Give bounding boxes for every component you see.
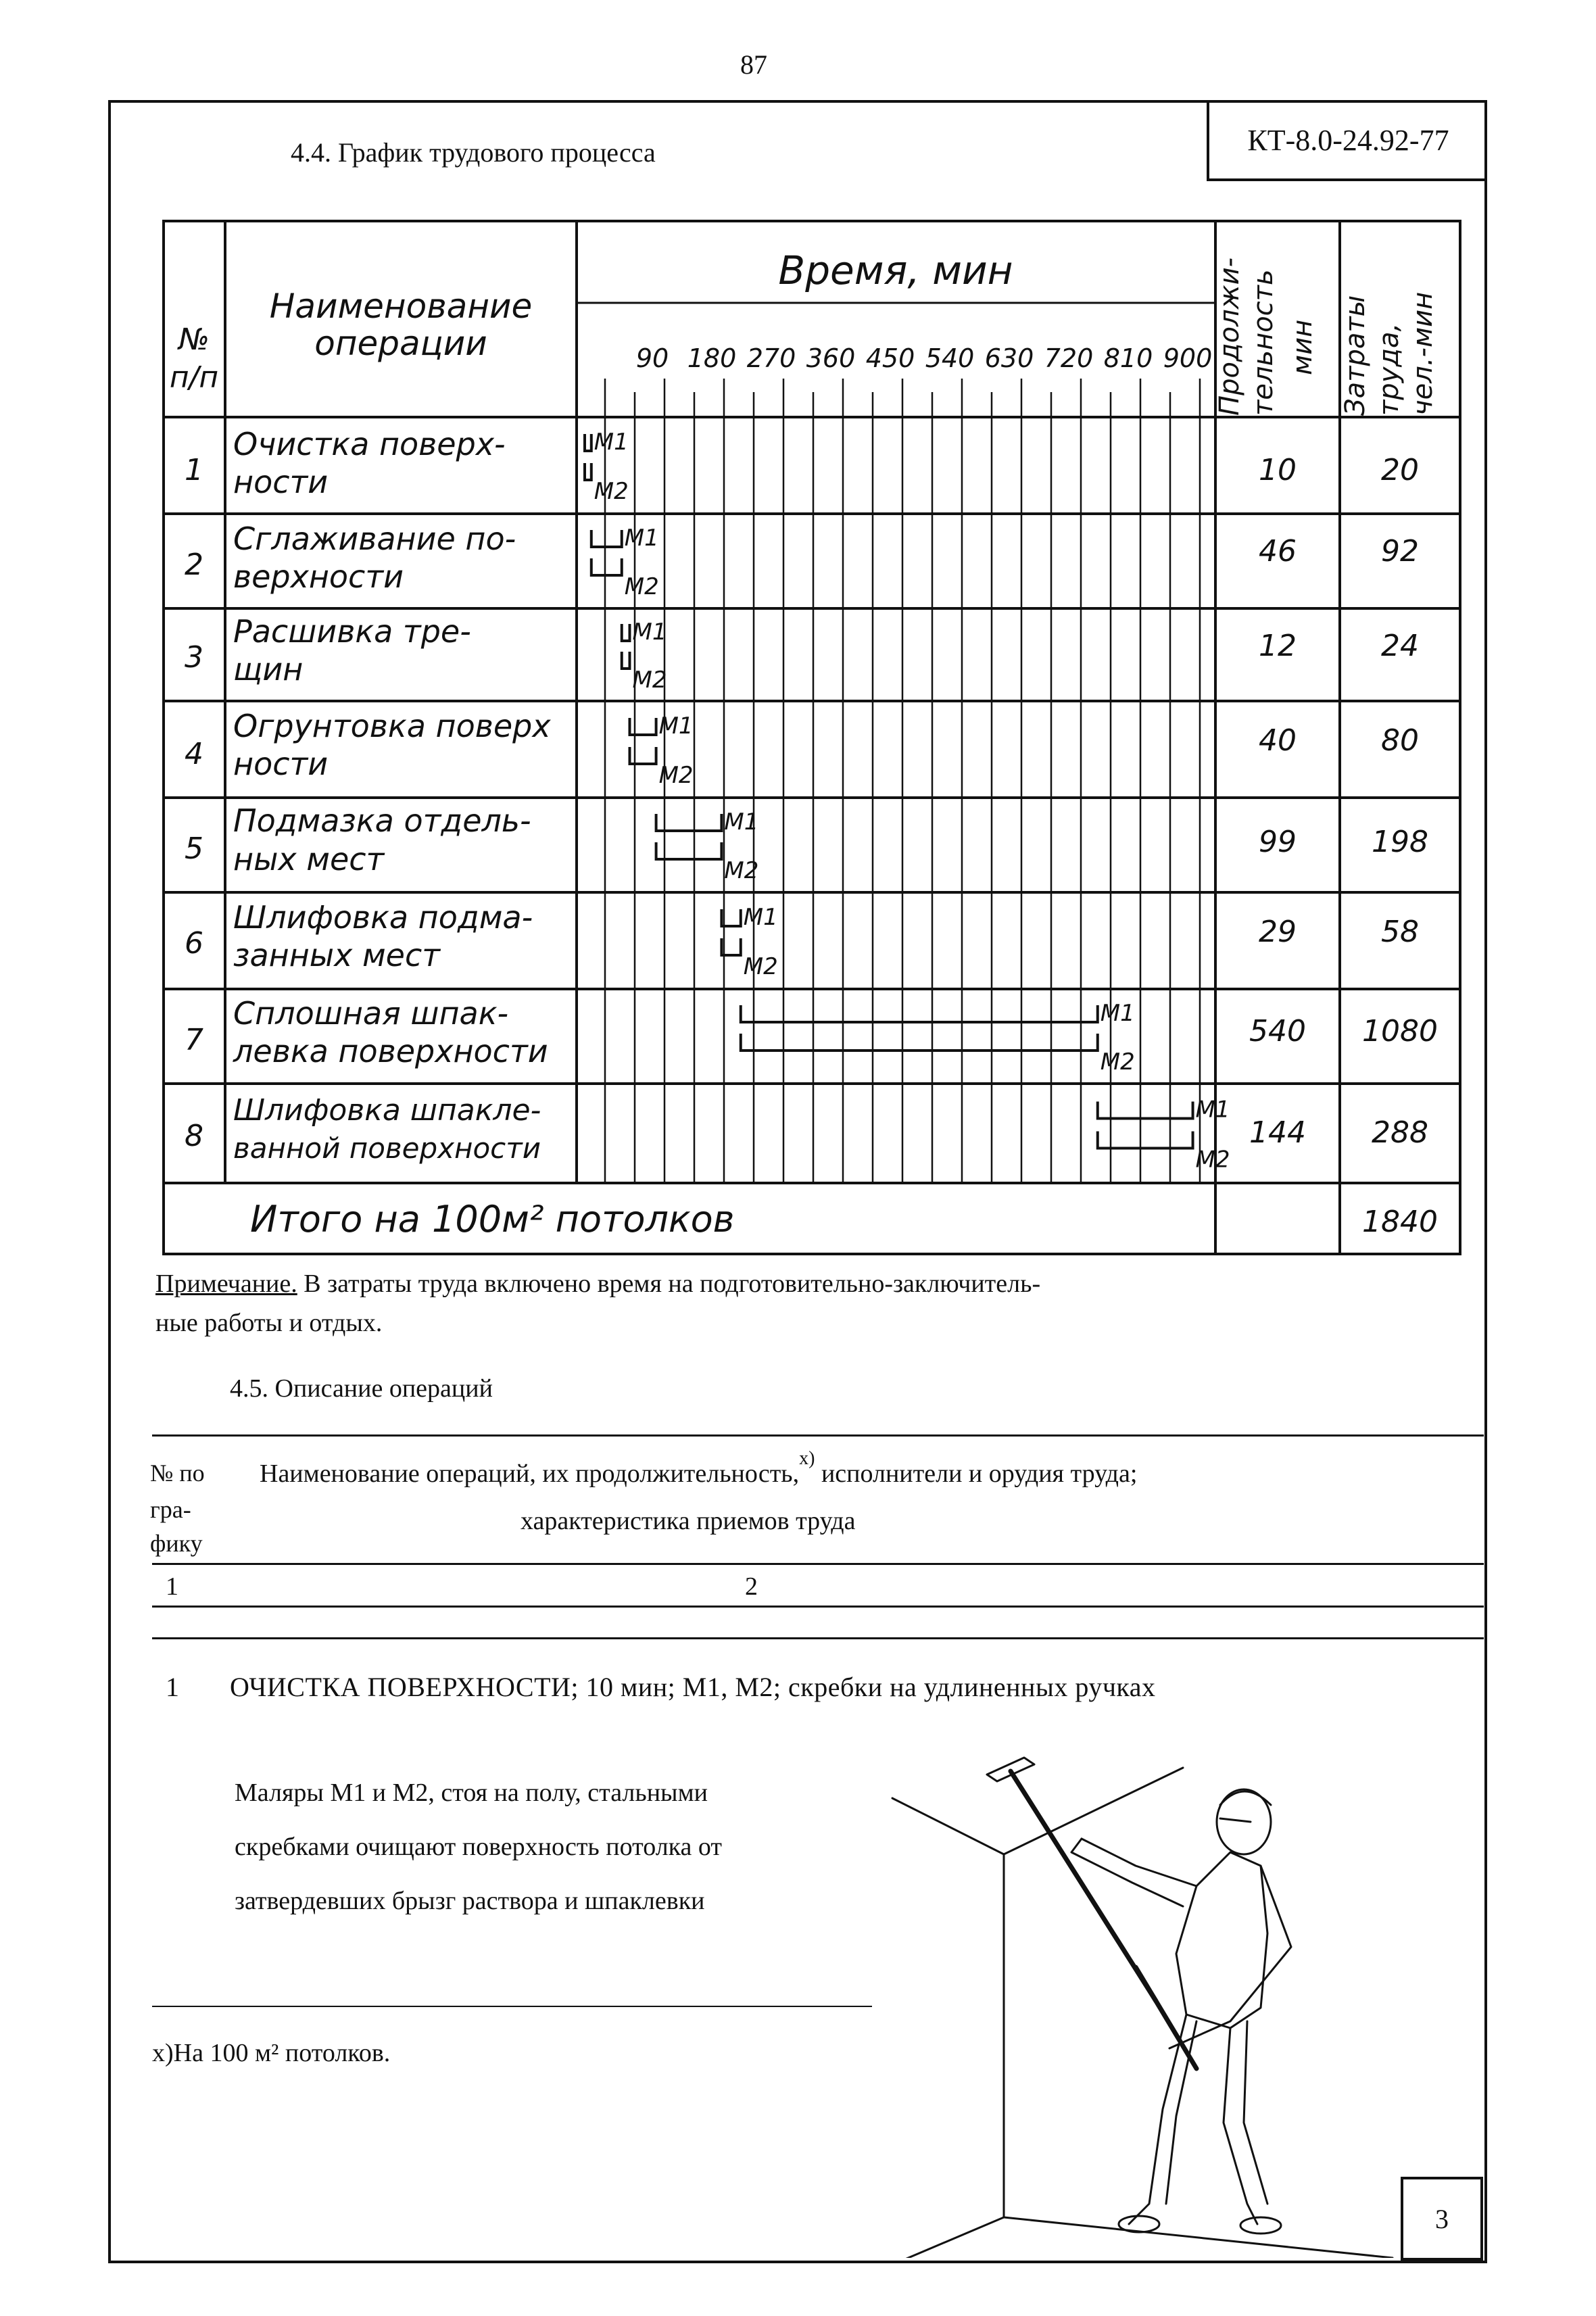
time-tick-label: 360 bbox=[806, 343, 856, 373]
row-name: Огрунтовка поверх bbox=[233, 708, 551, 744]
row-num: 8 bbox=[185, 1119, 203, 1153]
worker-label: М2 bbox=[658, 761, 694, 789]
description-line: скребками очищают поверхность потолка от bbox=[235, 1833, 723, 1861]
row-duration: 144 bbox=[1249, 1115, 1306, 1150]
gantt-bars bbox=[585, 429, 1230, 1174]
gantt-bar bbox=[1098, 1101, 1193, 1118]
worker-label: М1 bbox=[724, 809, 759, 836]
row-duration: 540 bbox=[1249, 1014, 1306, 1048]
row-num: 2 bbox=[185, 548, 203, 582]
row-duration: 29 bbox=[1259, 915, 1297, 949]
row-labor: 24 bbox=[1381, 629, 1419, 663]
document-code: КТ-8.0-24.92-77 bbox=[1207, 101, 1487, 181]
desc-col2-text: Наименование операций, их продолжительность, bbox=[260, 1459, 800, 1488]
row-labor: 92 bbox=[1381, 534, 1419, 569]
total-value: 1840 bbox=[1362, 1205, 1438, 1239]
header-duration-line1: Продолжи- bbox=[1214, 257, 1245, 416]
footnote-divider bbox=[152, 2006, 872, 2007]
row-labor: 1080 bbox=[1362, 1014, 1438, 1048]
note-text-line1: В затраты труда включено время на подготовительно-заключитель- bbox=[297, 1270, 1041, 1298]
divider bbox=[152, 1563, 1484, 1565]
divider bbox=[152, 1434, 1484, 1437]
row-name: ных мест bbox=[233, 841, 385, 877]
gantt-bar bbox=[656, 842, 722, 859]
page-box-number: 3 bbox=[1401, 2177, 1483, 2261]
table-row bbox=[185, 426, 1419, 500]
row-name: Подмазка отдель- bbox=[233, 802, 531, 839]
gantt-bar bbox=[622, 652, 630, 669]
time-tick-label: 810 bbox=[1103, 343, 1153, 373]
worker-illustration bbox=[879, 1731, 1420, 2258]
time-tick-label: 270 bbox=[746, 343, 796, 373]
row-name: ванной поверхности bbox=[233, 1132, 541, 1165]
row-labor: 58 bbox=[1381, 915, 1419, 949]
gantt-bar bbox=[629, 718, 656, 735]
row-duration: 12 bbox=[1259, 629, 1297, 663]
row-duration: 40 bbox=[1259, 723, 1297, 758]
worker-label: М2 bbox=[624, 573, 659, 600]
time-tick-label: 180 bbox=[687, 343, 737, 373]
worker-label: М1 bbox=[594, 429, 629, 456]
operation-description bbox=[235, 1766, 884, 1928]
header-labor-line1: Затраты bbox=[1340, 295, 1371, 416]
table-row bbox=[185, 802, 1428, 877]
time-tick-label: 720 bbox=[1044, 343, 1094, 373]
row-name: щин bbox=[233, 651, 304, 687]
gantt-bar bbox=[741, 1034, 1098, 1051]
worker-label: М2 bbox=[1195, 1146, 1230, 1174]
worker-label: М1 bbox=[624, 525, 659, 552]
desc-col2-text-b: исполнители и орудия труда; bbox=[815, 1459, 1138, 1488]
desc-col2-line1 bbox=[260, 1448, 1138, 1489]
note-label: Примечание. bbox=[155, 1270, 297, 1298]
worker-label: М1 bbox=[1100, 1000, 1135, 1027]
footnote-mark: х) bbox=[799, 1448, 815, 1469]
worker-label: М1 bbox=[632, 618, 667, 646]
table-row bbox=[185, 1093, 1428, 1165]
header-name-line2: операции bbox=[314, 324, 487, 363]
note-text-line2: ные работы и отдых. bbox=[155, 1309, 383, 1337]
row-labor: 288 bbox=[1372, 1115, 1428, 1150]
row-labor: 20 bbox=[1381, 453, 1419, 487]
header-duration-line2: тельность bbox=[1248, 269, 1279, 416]
table-row bbox=[185, 521, 1419, 595]
desc-col1-line1: № по bbox=[150, 1459, 205, 1487]
desc-col1-line3: фику bbox=[150, 1530, 203, 1557]
desc-col2-line2: характеристика приемов труда bbox=[521, 1507, 856, 1535]
row-name: занных мест bbox=[233, 937, 441, 973]
gantt-bar bbox=[741, 1005, 1098, 1022]
worker-label: М1 bbox=[743, 904, 778, 932]
row-num: 1 bbox=[185, 453, 203, 487]
description-line: затвердевших брызг раствора и шпаклевки bbox=[235, 1887, 705, 1915]
desc-col-number-2: 2 bbox=[745, 1572, 758, 1601]
row-num: 4 bbox=[185, 737, 203, 771]
time-tick-label: 900 bbox=[1163, 343, 1213, 373]
row-name: ности bbox=[233, 464, 329, 500]
worker-label: М2 bbox=[724, 857, 759, 884]
operation-title: ОЧИСТКА ПОВЕРХНОСТИ; 10 мин; М1, М2; скребки на удлиненных ручках bbox=[230, 1672, 1156, 1702]
time-tick-label: 450 bbox=[865, 343, 915, 373]
worker-label: М1 bbox=[658, 713, 694, 740]
header-labor-line3: чел.-мин bbox=[1407, 291, 1438, 416]
desc-col1-line2: гра- bbox=[150, 1496, 191, 1523]
row-duration: 10 bbox=[1259, 453, 1297, 487]
table-row bbox=[185, 613, 1419, 687]
row-labor: 198 bbox=[1372, 825, 1428, 859]
time-tick-label: 540 bbox=[925, 343, 975, 373]
divider bbox=[152, 1637, 1484, 1639]
worker-label: М1 bbox=[1195, 1096, 1230, 1124]
section-title-4-5: 4.5. Описание операций bbox=[230, 1374, 493, 1403]
row-num: 3 bbox=[185, 640, 203, 675]
row-num: 7 bbox=[185, 1023, 203, 1057]
gantt-bar bbox=[591, 530, 622, 547]
time-tick-label: 90 bbox=[635, 343, 669, 373]
worker-label: М2 bbox=[594, 477, 629, 505]
header-num-line2: п/п bbox=[169, 360, 219, 395]
desc-col-number-1: 1 bbox=[166, 1572, 178, 1601]
table-row bbox=[185, 995, 1438, 1069]
row-name: Шлифовка подма- bbox=[233, 899, 533, 936]
row-name: Очистка поверх- bbox=[233, 426, 506, 462]
divider bbox=[152, 1606, 1484, 1608]
page-number: 87 bbox=[740, 49, 767, 80]
table-row bbox=[185, 708, 1419, 782]
operation-number: 1 bbox=[166, 1672, 179, 1702]
gantt-bar bbox=[591, 558, 622, 575]
row-num: 5 bbox=[185, 831, 203, 866]
gantt-bar bbox=[629, 747, 656, 764]
gantt-bar bbox=[656, 814, 722, 831]
worker-label: М2 bbox=[1100, 1048, 1135, 1076]
row-num: 6 bbox=[185, 926, 203, 961]
row-name: Сглаживание по- bbox=[233, 521, 516, 557]
row-name: верхности bbox=[233, 558, 404, 595]
header-duration-line3: мин bbox=[1287, 319, 1318, 375]
description-line: Маляры М1 и М2, стоя на полу, стальными bbox=[235, 1779, 708, 1807]
row-duration: 46 bbox=[1259, 534, 1297, 569]
worker-label: М2 bbox=[632, 667, 667, 694]
worker-label: М2 bbox=[743, 952, 778, 980]
row-name: ности bbox=[233, 746, 329, 782]
row-duration: 99 bbox=[1259, 825, 1297, 859]
table-row bbox=[185, 899, 1419, 973]
gantt-bar bbox=[585, 434, 591, 451]
footnote: х)На 100 м² потолков. bbox=[152, 2039, 391, 2067]
row-name: Шлифовка шпакле- bbox=[233, 1093, 541, 1128]
labor-schedule-table bbox=[162, 220, 1464, 1261]
row-labor: 80 bbox=[1381, 723, 1419, 758]
header-time: Время, мин bbox=[778, 247, 1013, 293]
row-name: Сплошная шпак- bbox=[233, 995, 509, 1032]
gantt-bar bbox=[1098, 1132, 1193, 1149]
time-tick-label: 630 bbox=[984, 343, 1034, 373]
gantt-bar bbox=[585, 463, 591, 480]
note bbox=[155, 1264, 1453, 1343]
row-name: левка поверхности bbox=[233, 1033, 548, 1069]
section-title-4-4: 4.4. График трудового процесса bbox=[291, 137, 656, 168]
row-name: Расшивка тре- bbox=[233, 613, 471, 650]
header-name-line1: Наименование bbox=[269, 287, 533, 326]
gantt-bar bbox=[622, 624, 630, 641]
header-labor-line2: труда, bbox=[1374, 322, 1405, 416]
total-label: Итого на 100м² потолков bbox=[250, 1198, 735, 1240]
header-num-line1: № bbox=[178, 322, 210, 357]
